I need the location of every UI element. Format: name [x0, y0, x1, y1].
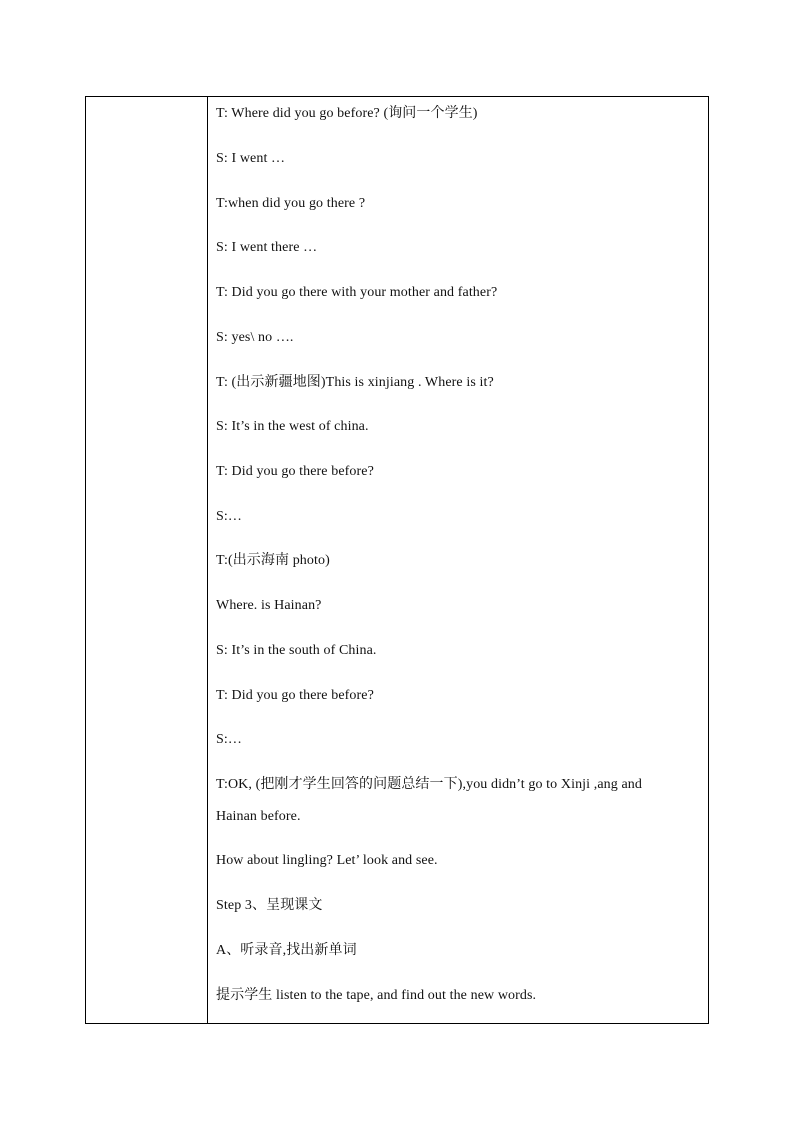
text-line: S: It’s in the west of china.: [216, 419, 369, 434]
text-line: T:OK, (把刚才学生回答的问题总结一下),you didn’t go to Xinji ,ang and: [216, 777, 642, 792]
text-line: S: It’s in the south of China.: [216, 643, 377, 658]
text-line: S: I went …: [216, 151, 286, 166]
text-line: How about lingling? Let’ look and see.: [216, 853, 438, 868]
text-line: S: yes\ no ….: [216, 330, 294, 345]
text-line: T:when did you go there ?: [216, 196, 366, 211]
text-line: A、听录音,找出新单词: [216, 943, 357, 958]
text-line: Where. is Hainan?: [216, 598, 322, 613]
text-line: T: (出示新疆地图)This is xinjiang . Where is it?: [216, 375, 494, 390]
text-line: S: I went there …: [216, 240, 318, 255]
table-left-cell: [86, 97, 208, 1023]
text-line: T: Did you go there with your mother and father?: [216, 285, 498, 300]
text-line: S:…: [216, 509, 242, 524]
text-line: 提示学生 listen to the tape, and find out the new words.: [216, 988, 537, 1003]
text-line: Step 3、呈现课文: [216, 898, 323, 913]
text-line: T:(出示海南 photo): [216, 553, 330, 568]
text-line: T: Did you go there before?: [216, 688, 374, 703]
text-line: T: Where did you go before? (询问一个学生): [216, 106, 478, 121]
lesson-table: [85, 96, 709, 1024]
text-line: S:…: [216, 732, 242, 747]
text-line: T: Did you go there before?: [216, 464, 374, 479]
table-content-cell: [208, 97, 708, 1023]
text-line: Hainan before.: [216, 809, 301, 824]
